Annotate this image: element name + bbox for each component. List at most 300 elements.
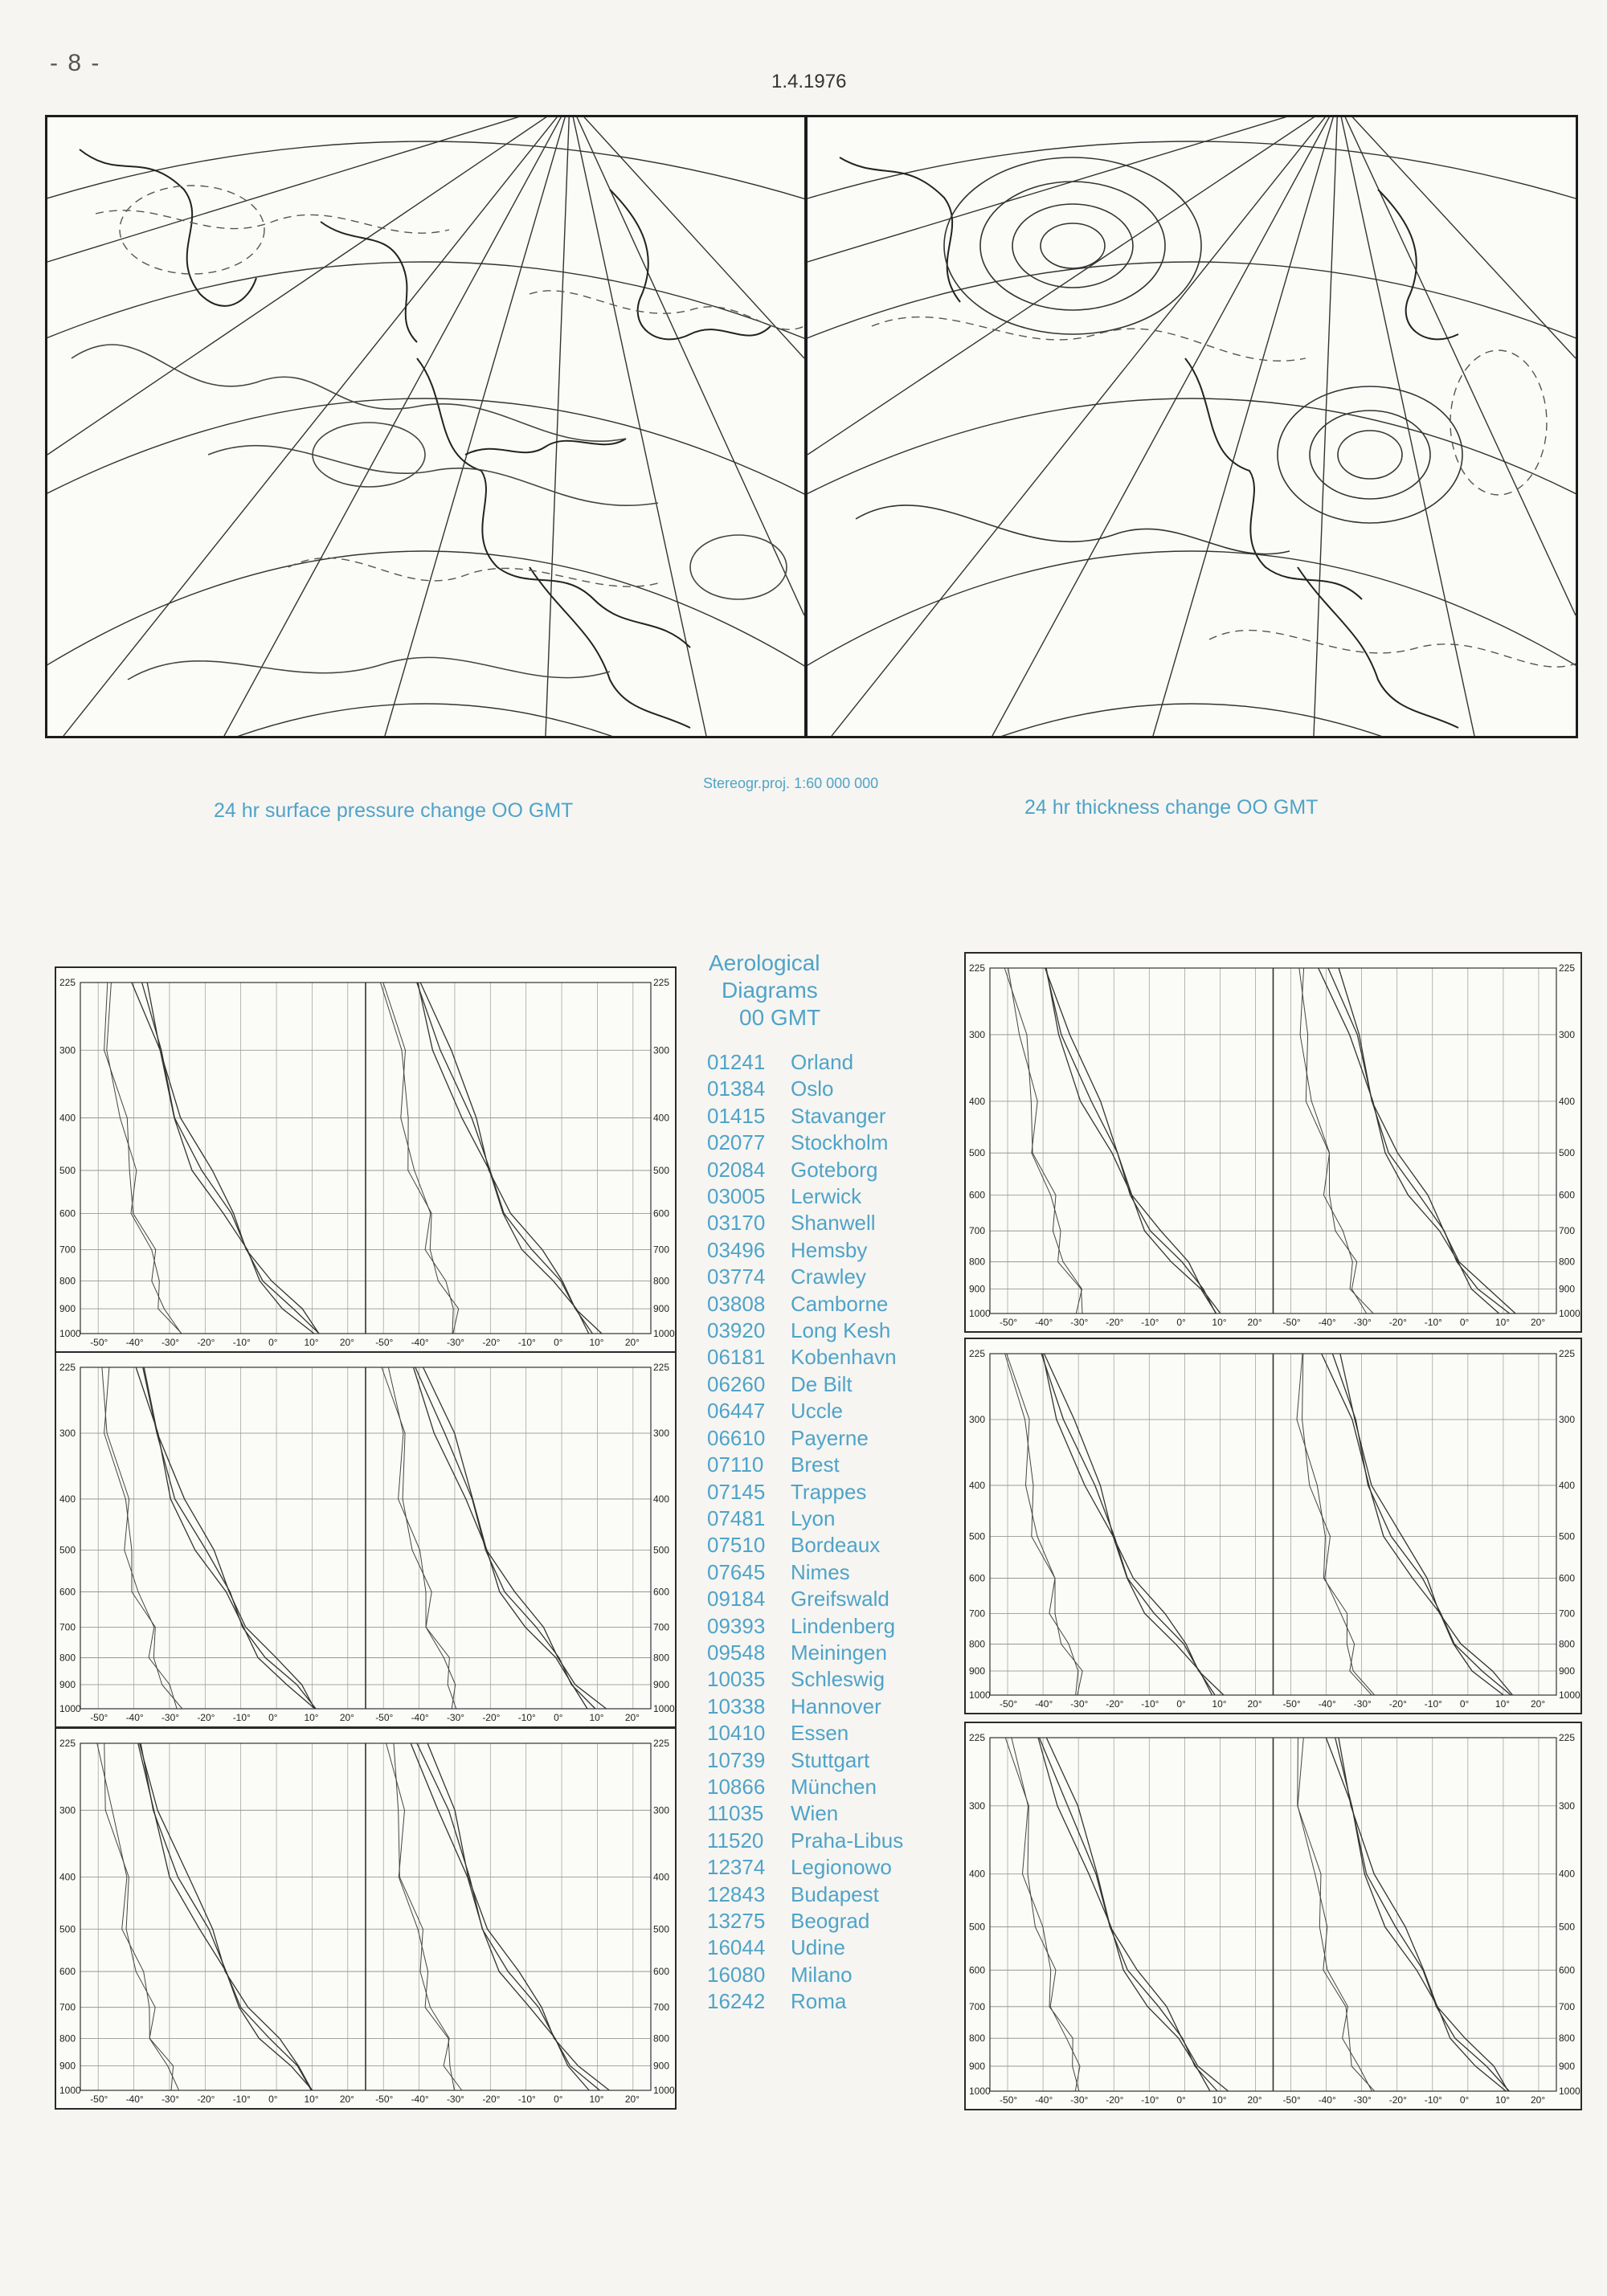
station-name: Shanwell — [791, 1211, 876, 1236]
station-code: 10410 — [707, 1721, 766, 1746]
station-name: Lyon — [791, 1505, 836, 1530]
pressure-label: 900 — [653, 1678, 670, 1690]
station-code: 07645 — [707, 1559, 766, 1584]
temperature-label: 20° — [1530, 2094, 1546, 2106]
surface-pressure-change-map — [45, 115, 807, 738]
pressure-label: 400 — [1559, 1479, 1576, 1491]
temperature-label: -30° — [1353, 1317, 1372, 1328]
station-name: Goteborg — [791, 1157, 878, 1182]
pressure-label: 400 — [59, 1112, 76, 1124]
station-row — [707, 1988, 956, 2015]
station-name: Essen — [791, 1721, 849, 1746]
temperature-label: 0° — [554, 1337, 563, 1348]
pressure-label: 225 — [653, 977, 670, 988]
temperature-label: -30° — [1070, 2094, 1089, 2106]
station-code: 09548 — [707, 1640, 766, 1665]
temperature-label: -50° — [1000, 2094, 1018, 2106]
station-name: Meiningen — [791, 1640, 887, 1665]
pressure-label: 1000 — [969, 2086, 991, 2097]
temperature-label: -30° — [1070, 1698, 1089, 1710]
pressure-label: 400 — [653, 1493, 670, 1505]
station-name: Milano — [791, 1962, 853, 1987]
pressure-label: 300 — [653, 1804, 670, 1816]
pressure-label: 800 — [59, 2032, 76, 2045]
pressure-label: 225 — [1559, 1348, 1576, 1359]
pressure-label: 700 — [653, 1244, 670, 1256]
pressure-label: 800 — [969, 2032, 986, 2045]
pressure-label: 1000 — [59, 1328, 81, 1339]
temperature-label: -50° — [90, 2094, 108, 2105]
station-row — [707, 1157, 956, 1183]
pressure-label: 500 — [1559, 1147, 1576, 1159]
temperature-label: 0° — [554, 2094, 563, 2105]
temperature-label: -30° — [446, 1712, 465, 1723]
pressure-label: 225 — [59, 1362, 76, 1373]
temperature-label: -50° — [1282, 2094, 1301, 2106]
pressure-label: 400 — [969, 1868, 986, 1880]
pressure-label: 1000 — [1559, 1308, 1580, 1319]
temperature-label: 0° — [268, 2094, 278, 2105]
station-row — [707, 1505, 956, 1532]
temperature-label: -30° — [161, 2094, 180, 2105]
pressure-label: 225 — [653, 1362, 670, 1373]
station-name: Crawley — [791, 1264, 866, 1289]
pressure-label: 400 — [1559, 1095, 1576, 1107]
station-code: 07510 — [707, 1533, 766, 1558]
station-name: Udine — [791, 1935, 845, 1960]
pressure-label: 900 — [59, 1303, 76, 1315]
station-code: 03808 — [707, 1291, 766, 1316]
station-code: 07145 — [707, 1479, 766, 1504]
station-row — [707, 1666, 956, 1693]
projection-note: Stereogr.proj. 1:60 000 000 — [703, 775, 879, 791]
temperature-label: -50° — [90, 1712, 108, 1723]
pressure-label: 225 — [59, 1738, 76, 1749]
pressure-label: 800 — [1559, 1638, 1576, 1650]
station-name: Roma — [791, 1989, 847, 2014]
surface-pressure-map-drawing — [47, 117, 804, 736]
temperature-label: -10° — [1141, 2094, 1159, 2106]
pressure-label: 800 — [969, 1256, 986, 1268]
station-row — [707, 1532, 956, 1559]
legend-title-gmt: 00 GMT — [739, 1005, 821, 1030]
temperature-label: -50° — [1282, 1698, 1301, 1710]
aerological-diagram-right-mid — [964, 1338, 1582, 1714]
temperature-label: -10° — [517, 1712, 536, 1723]
pressure-label: 400 — [653, 1871, 670, 1883]
temperature-label: -20° — [197, 1712, 215, 1723]
station-code: 03170 — [707, 1211, 766, 1236]
station-row — [707, 1640, 956, 1666]
diagram-plot — [56, 1353, 675, 1726]
station-code: 12843 — [707, 1881, 766, 1906]
temperature-label: -20° — [1388, 1698, 1407, 1710]
station-legend — [707, 950, 956, 2016]
temperature-label: 0° — [1176, 2094, 1186, 2106]
legend-title-aerological: Aerological — [709, 950, 820, 975]
pressure-label: 900 — [1559, 1665, 1576, 1677]
temperature-label: -10° — [517, 1337, 536, 1348]
pressure-label: 600 — [59, 1966, 76, 1978]
station-name: Oslo — [791, 1077, 834, 1101]
pressure-label: 400 — [59, 1871, 76, 1883]
station-row — [707, 1264, 956, 1290]
temperature-label: -20° — [1106, 1317, 1124, 1328]
station-code: 06260 — [707, 1371, 766, 1396]
temperature-label: 10° — [589, 1337, 604, 1348]
station-code: 06610 — [707, 1425, 766, 1450]
pressure-label: 700 — [653, 2001, 670, 2013]
pressure-label: 700 — [59, 1621, 76, 1633]
legend-title-diagrams: Diagrams — [722, 978, 818, 1003]
station-code: 16080 — [707, 1962, 766, 1987]
pressure-label: 300 — [969, 1800, 986, 1812]
station-row — [707, 1130, 956, 1156]
temperature-label: -20° — [482, 1337, 501, 1348]
pressure-label: 800 — [59, 1652, 76, 1664]
temperature-label: -10° — [1424, 2094, 1442, 2106]
temperature-label: -20° — [482, 2094, 501, 2105]
temperature-label: -10° — [1141, 1317, 1159, 1328]
station-name: Uccle — [791, 1399, 844, 1424]
temperature-label: -10° — [1141, 1698, 1159, 1710]
station-row — [707, 1747, 956, 1774]
pressure-label: 1000 — [969, 1308, 991, 1319]
station-code: 06447 — [707, 1399, 766, 1424]
pressure-label: 300 — [1559, 1028, 1576, 1040]
station-row — [707, 1103, 956, 1130]
pressure-label: 600 — [1559, 1189, 1576, 1201]
station-row — [707, 1800, 956, 1827]
pressure-label: 300 — [59, 1804, 76, 1816]
temperature-label: -30° — [161, 1712, 180, 1723]
page-number: - 8 - — [50, 50, 101, 76]
station-name: Trappes — [791, 1479, 867, 1504]
station-row — [707, 1291, 956, 1318]
pressure-label: 600 — [969, 1964, 986, 1976]
station-name: De Bilt — [791, 1371, 853, 1396]
temperature-label: -40° — [1318, 1698, 1336, 1710]
temperature-label: -40° — [1035, 1698, 1053, 1710]
temperature-label: 20° — [1247, 2094, 1262, 2106]
pressure-label: 900 — [1559, 2060, 1576, 2072]
station-name: Lindenberg — [791, 1613, 896, 1638]
temperature-label: -50° — [375, 1337, 394, 1348]
station-code: 06181 — [707, 1345, 766, 1370]
temperature-label: 20° — [1247, 1317, 1262, 1328]
pressure-label: 1000 — [1559, 1689, 1580, 1701]
station-code: 03774 — [707, 1264, 766, 1289]
station-name: Lerwick — [791, 1184, 862, 1209]
station-row — [707, 1881, 956, 1908]
station-row — [707, 1720, 956, 1747]
station-name: München — [791, 1774, 877, 1799]
pressure-label: 1000 — [1559, 2086, 1580, 2097]
pressure-label: 1000 — [969, 1689, 991, 1701]
pressure-label: 700 — [969, 2000, 986, 2012]
temperature-label: -20° — [482, 1712, 501, 1723]
pressure-label: 225 — [969, 1732, 986, 1743]
temperature-label: -50° — [90, 1337, 108, 1348]
station-row — [707, 1318, 956, 1344]
station-code: 03496 — [707, 1237, 766, 1262]
pressure-label: 1000 — [59, 1703, 81, 1714]
temperature-label: -30° — [446, 2094, 465, 2105]
pressure-label: 900 — [969, 1283, 986, 1295]
station-name: Schleswig — [791, 1667, 885, 1692]
pressure-label: 700 — [969, 1608, 986, 1620]
pressure-label: 800 — [1559, 1256, 1576, 1268]
temperature-label: -10° — [232, 2094, 251, 2105]
station-code: 07110 — [707, 1452, 764, 1477]
temperature-label: 10° — [1212, 1698, 1227, 1710]
temperature-label: 20° — [339, 1337, 354, 1348]
temperature-label: 10° — [1212, 2094, 1227, 2106]
temperature-label: -40° — [411, 1337, 429, 1348]
pressure-label: 500 — [59, 1544, 76, 1556]
aerological-diagram-left-mid — [55, 1351, 677, 1728]
temperature-label: 0° — [554, 1712, 563, 1723]
temperature-label: -20° — [197, 2094, 215, 2105]
aerological-diagram-right-bot — [964, 1722, 1582, 2110]
station-row — [707, 1049, 956, 1076]
pressure-label: 300 — [59, 1044, 76, 1056]
temperature-label: 10° — [1495, 2094, 1511, 2106]
station-row — [707, 1934, 956, 1961]
temperature-label: -30° — [1353, 1698, 1372, 1710]
station-code: 10866 — [707, 1774, 766, 1799]
pressure-label: 225 — [59, 977, 76, 988]
station-name: Budapest — [791, 1881, 879, 1906]
aerological-diagram-right-top — [964, 952, 1582, 1333]
temperature-label: 20° — [1530, 1317, 1546, 1328]
pressure-label: 700 — [1559, 2000, 1576, 2012]
temperature-label: -20° — [197, 1337, 215, 1348]
temperature-label: 0° — [1176, 1698, 1186, 1710]
pressure-label: 800 — [653, 2032, 670, 2045]
station-row — [707, 1183, 956, 1210]
pressure-label: 700 — [59, 1244, 76, 1256]
station-name: Stuttgart — [791, 1747, 870, 1772]
pressure-label: 1000 — [59, 2085, 81, 2096]
temperature-label: 20° — [624, 2094, 640, 2105]
aerological-diagram-left-top — [55, 966, 677, 1353]
station-code: 01241 — [707, 1050, 766, 1074]
right-map-caption: 24 hr thickness change OO GMT — [1024, 796, 1319, 819]
temperature-label: -40° — [125, 2094, 144, 2105]
thickness-map-drawing — [808, 117, 1576, 736]
station-code: 10338 — [707, 1693, 766, 1718]
station-code: 16242 — [707, 1989, 766, 2014]
temperature-label: 20° — [1530, 1698, 1546, 1710]
pressure-label: 900 — [653, 1303, 670, 1315]
station-list — [707, 1049, 956, 2016]
temperature-label: -40° — [1035, 2094, 1053, 2106]
station-code: 02077 — [707, 1130, 766, 1155]
station-row — [707, 1559, 956, 1586]
temperature-label: -10° — [232, 1712, 251, 1723]
station-name: Long Kesh — [791, 1318, 891, 1343]
pressure-label: 600 — [653, 1586, 670, 1598]
station-name: Payerne — [791, 1425, 869, 1450]
station-code: 11520 — [707, 1828, 764, 1853]
station-name: Greifswald — [791, 1587, 889, 1612]
temperature-label: -40° — [411, 2094, 429, 2105]
pressure-label: 300 — [969, 1028, 986, 1040]
thickness-change-map — [805, 115, 1578, 738]
station-row — [707, 1452, 956, 1478]
pressure-label: 600 — [59, 1207, 76, 1219]
pressure-label: 500 — [653, 1923, 670, 1935]
station-row — [707, 1774, 956, 1800]
station-name: Hemsby — [791, 1237, 868, 1262]
temperature-label: -50° — [1000, 1698, 1018, 1710]
station-name: Wien — [791, 1801, 839, 1826]
temperature-label: 20° — [624, 1712, 640, 1723]
temperature-label: -30° — [446, 1337, 465, 1348]
temperature-label: -30° — [1070, 1317, 1089, 1328]
pressure-label: 500 — [969, 1147, 986, 1159]
temperature-label: 0° — [1459, 1698, 1470, 1710]
temperature-label: -40° — [411, 1712, 429, 1723]
pressure-label: 600 — [653, 1966, 670, 1978]
temperature-label: -40° — [1318, 2094, 1336, 2106]
station-row — [707, 1398, 956, 1424]
station-name: Hannover — [791, 1693, 881, 1718]
diagram-plot — [966, 1723, 1580, 2109]
pressure-label: 500 — [653, 1544, 670, 1556]
pressure-label: 225 — [969, 962, 986, 974]
temperature-label: 0° — [1176, 1317, 1186, 1328]
temperature-label: 0° — [268, 1712, 278, 1723]
station-name: Orland — [791, 1050, 854, 1074]
left-map-caption: 24 hr surface pressure change OO GMT — [214, 799, 574, 822]
pressure-label: 300 — [969, 1413, 986, 1425]
temperature-label: -20° — [1388, 2094, 1407, 2106]
station-name: Camborne — [791, 1291, 889, 1316]
temperature-label: 10° — [304, 1337, 319, 1348]
station-code: 02084 — [707, 1157, 766, 1182]
temperature-label: 20° — [624, 1337, 640, 1348]
pressure-label: 225 — [969, 1348, 986, 1359]
pressure-label: 700 — [653, 1621, 670, 1633]
station-name: Nimes — [791, 1559, 850, 1584]
pressure-label: 800 — [1559, 2032, 1576, 2045]
pressure-label: 300 — [59, 1427, 76, 1439]
temperature-label: -50° — [375, 1712, 394, 1723]
temperature-label: -10° — [1424, 1317, 1442, 1328]
temperature-label: 0° — [1459, 2094, 1470, 2106]
station-row — [707, 1828, 956, 1854]
temperature-label: -40° — [125, 1337, 144, 1348]
pressure-label: 700 — [969, 1225, 986, 1237]
station-code: 10739 — [707, 1747, 766, 1772]
station-name: Kobenhavn — [791, 1345, 897, 1370]
pressure-label: 500 — [653, 1164, 670, 1176]
pressure-label: 600 — [969, 1189, 986, 1201]
station-row — [707, 1693, 956, 1720]
temperature-label: -40° — [125, 1712, 144, 1723]
pressure-label: 500 — [1559, 1921, 1576, 1933]
pressure-label: 300 — [653, 1044, 670, 1056]
pressure-label: 500 — [59, 1164, 76, 1176]
station-name: Legionowo — [791, 1855, 892, 1880]
pressure-label: 900 — [59, 1678, 76, 1690]
station-row — [707, 1613, 956, 1640]
station-name: Brest — [791, 1452, 840, 1477]
pressure-label: 800 — [653, 1652, 670, 1664]
station-name: Bordeaux — [791, 1533, 881, 1558]
station-code: 07481 — [707, 1505, 766, 1530]
station-code: 16044 — [707, 1935, 766, 1960]
station-row — [707, 1237, 956, 1264]
diagram-plot — [56, 1729, 675, 2108]
station-row — [707, 1962, 956, 1988]
temperature-label: 10° — [1212, 1317, 1227, 1328]
station-code: 12374 — [707, 1855, 766, 1880]
station-row — [707, 1371, 956, 1398]
pressure-label: 500 — [969, 1530, 986, 1542]
temperature-label: -50° — [375, 2094, 394, 2105]
station-code: 01415 — [707, 1103, 766, 1128]
station-code: 09393 — [707, 1613, 766, 1638]
temperature-label: 10° — [589, 1712, 604, 1723]
temperature-label: -40° — [1035, 1317, 1053, 1328]
station-row — [707, 1854, 956, 1881]
station-row — [707, 1344, 956, 1371]
temperature-label: 0° — [268, 1337, 278, 1348]
temperature-label: -40° — [1318, 1317, 1336, 1328]
station-row — [707, 1076, 956, 1102]
pressure-label: 400 — [59, 1493, 76, 1505]
temperature-label: -10° — [1424, 1698, 1442, 1710]
pressure-label: 600 — [59, 1586, 76, 1598]
station-row — [707, 1479, 956, 1505]
station-name: Stavanger — [791, 1103, 886, 1128]
pressure-label: 700 — [1559, 1608, 1576, 1620]
pressure-label: 1000 — [653, 1328, 675, 1339]
temperature-label: -20° — [1388, 1317, 1407, 1328]
temperature-label: -50° — [1000, 1317, 1018, 1328]
pressure-label: 600 — [1559, 1572, 1576, 1584]
pressure-label: 1000 — [653, 1703, 675, 1714]
aerological-diagram-left-bot — [55, 1727, 677, 2110]
temperature-label: -10° — [517, 2094, 536, 2105]
station-code: 03005 — [707, 1184, 766, 1209]
station-row — [707, 1586, 956, 1612]
pressure-label: 300 — [1559, 1413, 1576, 1425]
diagram-plot — [966, 1339, 1580, 1713]
temperature-label: -30° — [161, 1337, 180, 1348]
temperature-label: -30° — [1353, 2094, 1372, 2106]
pressure-label: 400 — [1559, 1868, 1576, 1880]
temperature-label: -20° — [1106, 1698, 1124, 1710]
temperature-label: -10° — [232, 1337, 251, 1348]
station-code: 10035 — [707, 1667, 766, 1692]
temperature-label: 20° — [1247, 1698, 1262, 1710]
pressure-label: 225 — [1559, 1732, 1576, 1743]
temperature-label: 20° — [339, 2094, 354, 2105]
pressure-label: 400 — [653, 1112, 670, 1124]
pressure-label: 800 — [59, 1275, 76, 1287]
station-code: 01384 — [707, 1077, 766, 1101]
pressure-label: 900 — [653, 2060, 670, 2072]
pressure-label: 900 — [969, 1665, 986, 1677]
pressure-label: 400 — [969, 1095, 986, 1107]
pressure-label: 600 — [969, 1572, 986, 1584]
temperature-label: 10° — [1495, 1317, 1511, 1328]
station-code: 11035 — [707, 1801, 764, 1826]
